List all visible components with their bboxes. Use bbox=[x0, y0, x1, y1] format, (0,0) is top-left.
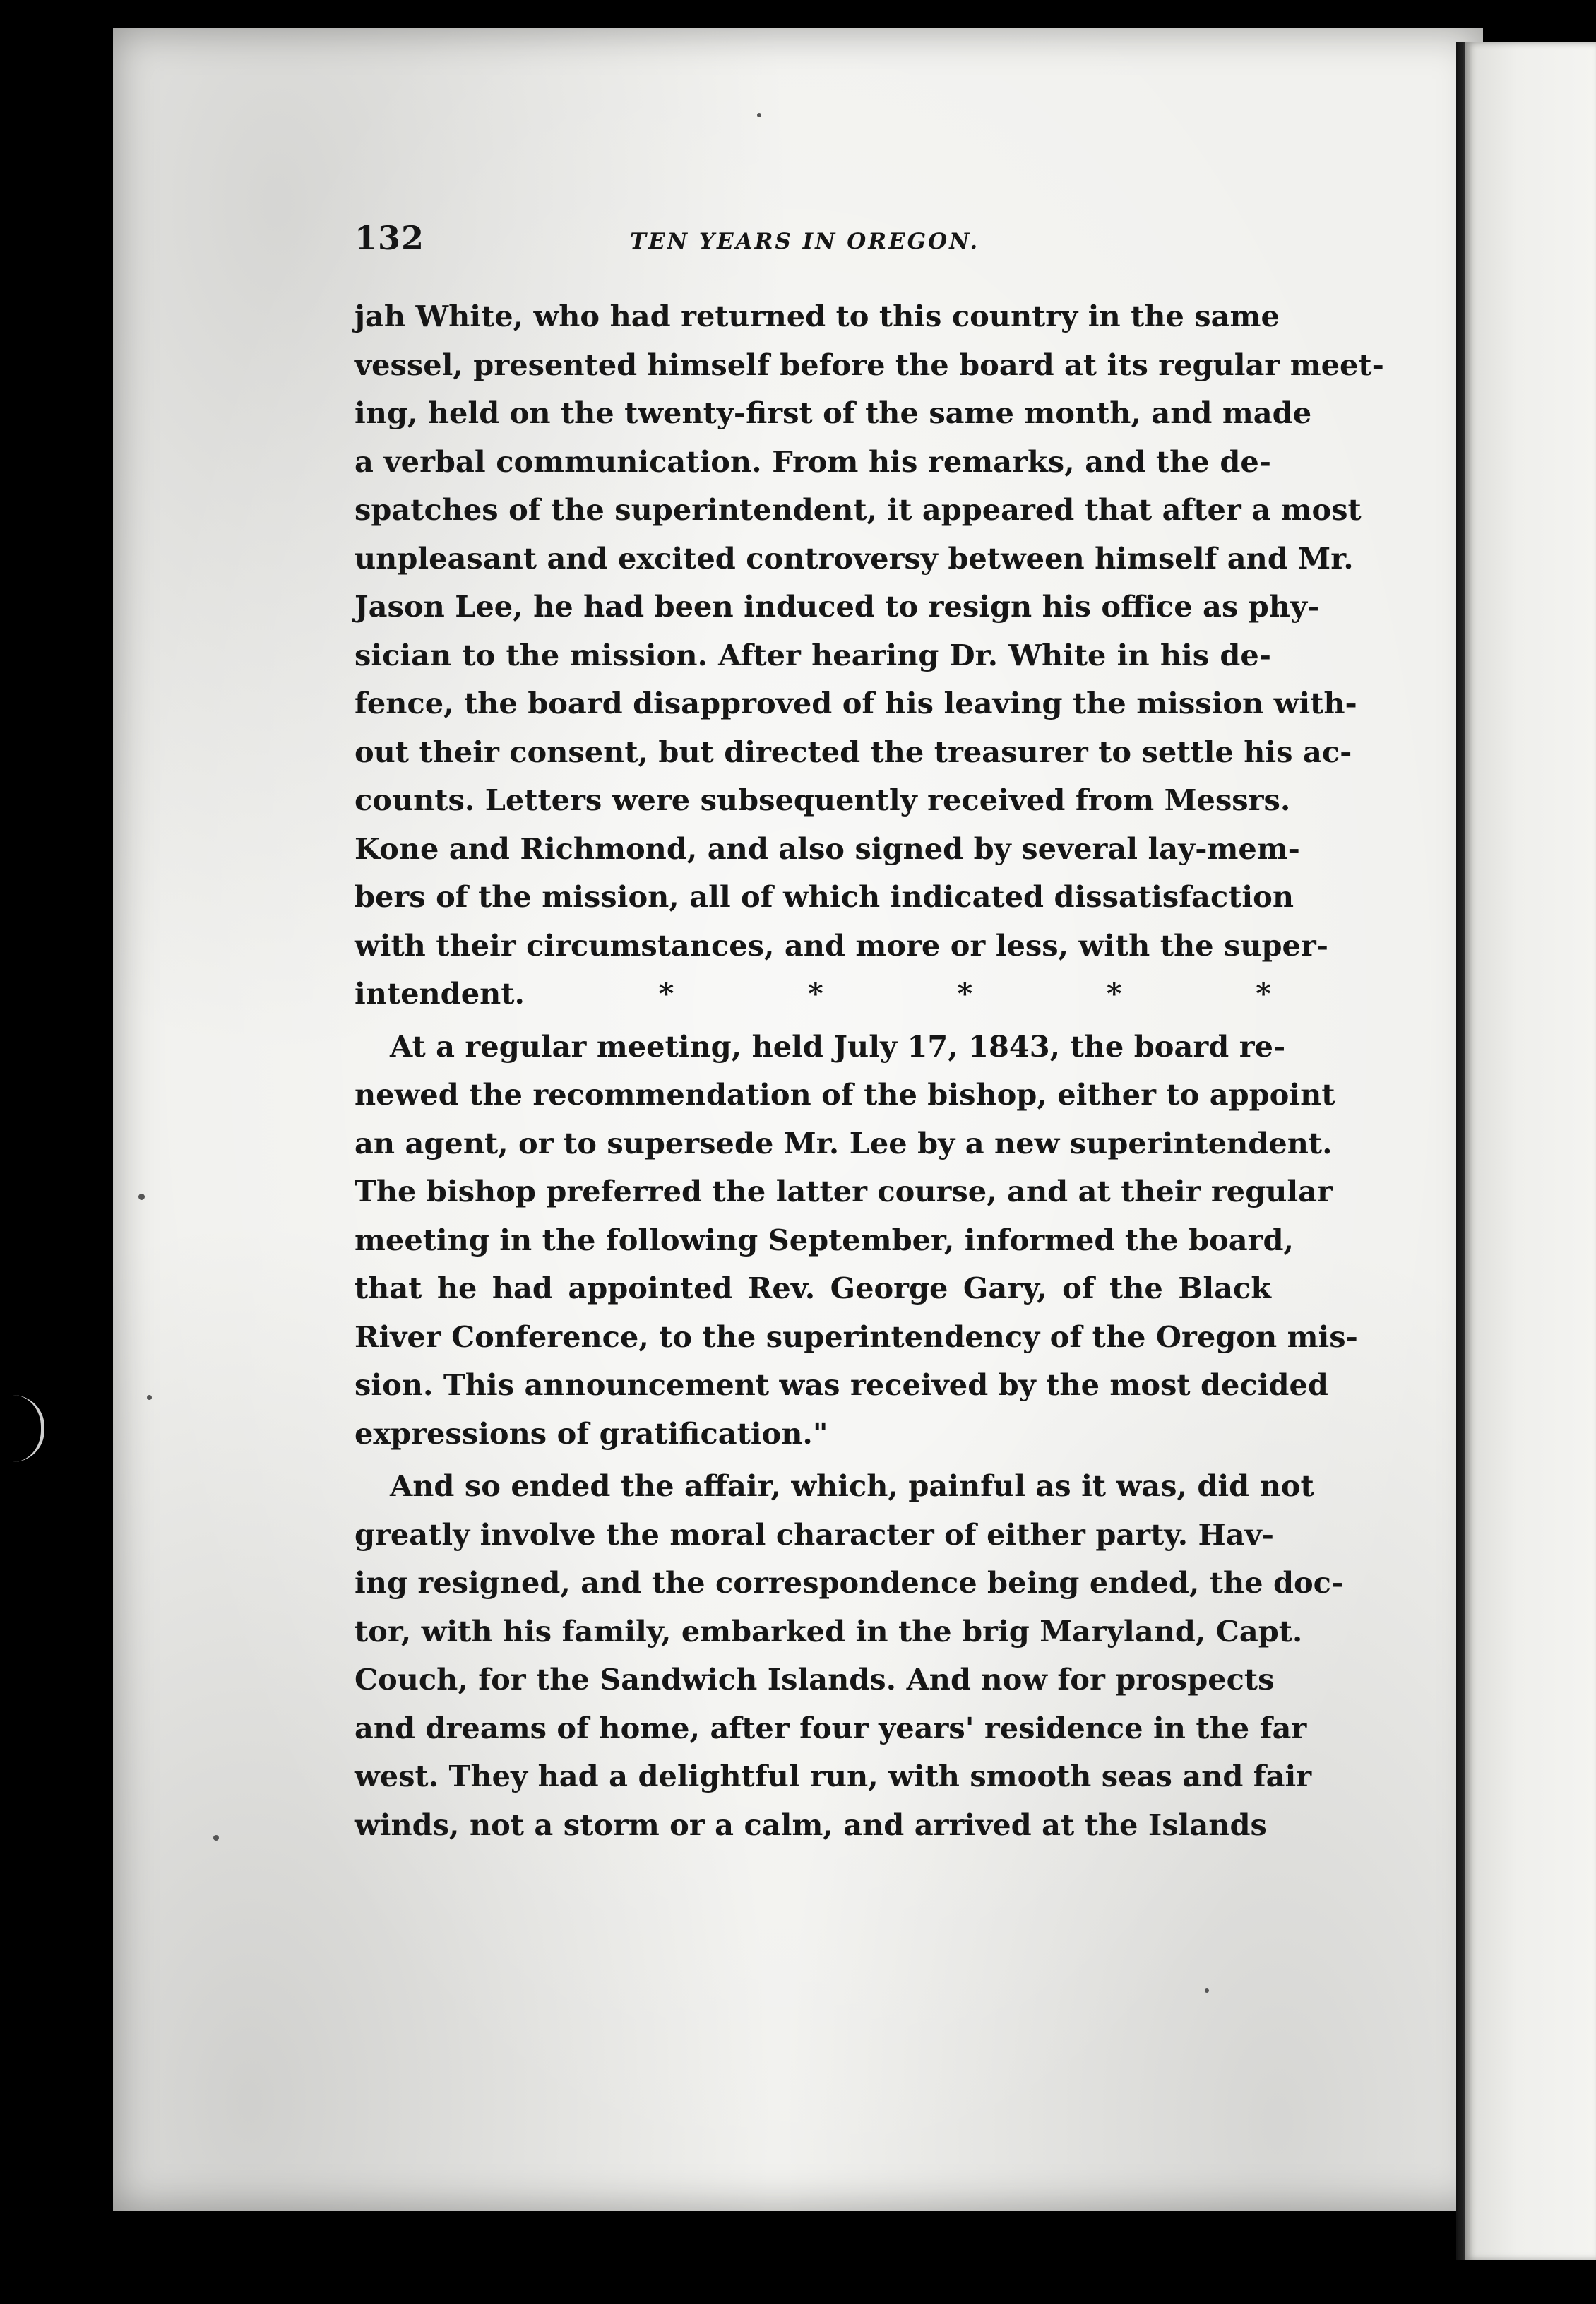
text-line: winds, not a storm or a calm, and arrived at the Islands bbox=[355, 1807, 1267, 1842]
ink-speck bbox=[213, 1835, 219, 1841]
text-line: a verbal communication. From his remarks, and the de- bbox=[355, 444, 1271, 479]
text-line: intendent. * * * * * bbox=[355, 976, 1271, 1011]
text-line: Couch, for the Sandwich Islands. And now for prospects bbox=[355, 1662, 1275, 1697]
text-line: expressions of gratification." bbox=[355, 1415, 828, 1451]
text-line: ing resigned, and the correspondence being ended, the doc- bbox=[355, 1565, 1344, 1600]
paragraph bbox=[355, 292, 1384, 1019]
ink-speck bbox=[147, 1395, 152, 1400]
text-line: sician to the mission. After hearing Dr. White in his de- bbox=[355, 637, 1271, 672]
text-line: meeting in the following September, informed the board, bbox=[355, 1222, 1294, 1257]
running-head bbox=[355, 219, 1271, 261]
text-line: bers of the mission, all of which indicated dissatisfaction bbox=[355, 879, 1294, 914]
ink-speck bbox=[1205, 1988, 1209, 1993]
text-line: jah White, who had returned to this country in the same bbox=[355, 299, 1280, 333]
paragraph bbox=[355, 1462, 1344, 1849]
text-line: The bishop preferred the latter course, and at their regular bbox=[355, 1174, 1333, 1209]
running-title: TEN YEARS IN OREGON. bbox=[630, 229, 980, 254]
text-line: with their circumstances, and more or less, with the super- bbox=[355, 927, 1329, 963]
text-line: Jason Lee, he had been induced to resign his office as phy- bbox=[355, 589, 1320, 624]
text-line: out their consent, but directed the treasurer to settle his ac- bbox=[355, 734, 1352, 769]
text-line: greatly involve the moral character of either party. Hav- bbox=[355, 1516, 1274, 1552]
text-line: spatches of the superintendent, it appeared that after a most bbox=[355, 492, 1362, 527]
text-line: counts. Letters were subsequently received from Messrs. bbox=[355, 783, 1291, 817]
text-line: west. They had a delightful run, with smooth seas and fair bbox=[355, 1759, 1312, 1793]
text-line: unpleasant and excited controversy between himself and Mr. bbox=[355, 540, 1354, 576]
text-line: Kone and Richmond, and also signed by several lay-mem- bbox=[355, 831, 1300, 866]
text-line: and dreams of home, after four years' residence in the far bbox=[355, 1710, 1307, 1745]
body-text bbox=[355, 292, 1384, 1849]
text-line: tor, with his family, embarked in the brig Maryland, Capt. bbox=[355, 1613, 1303, 1649]
text-line: ing, held on the twenty-first of the same month, and made bbox=[355, 396, 1312, 430]
text-line: River Conference, to the superintendency of the Oregon mis- bbox=[355, 1319, 1358, 1354]
text-line: And so ended the affair, which, painful as it was, did not bbox=[390, 1468, 1314, 1503]
text-line: an agent, or to supersede Mr. Lee by a new superintendent. bbox=[355, 1125, 1333, 1160]
text-line: that he had appointed Rev. George Gary, of the Black bbox=[355, 1271, 1271, 1305]
text-block bbox=[355, 219, 1384, 1849]
text-line: fence, the board disapproved of his leaving the mission with- bbox=[355, 686, 1357, 720]
page-curl-mark bbox=[13, 1395, 44, 1462]
paragraph bbox=[355, 1023, 1358, 1459]
page-number: 132 bbox=[355, 219, 425, 257]
text-line: At a regular meeting, held July 17, 1843, the board re- bbox=[390, 1028, 1286, 1064]
ink-speck bbox=[757, 113, 761, 117]
ink-speck bbox=[138, 1194, 145, 1200]
text-line: newed the recommendation of the bishop, either to appoint bbox=[355, 1077, 1335, 1112]
facing-page-edge bbox=[1465, 42, 1596, 2260]
text-line: sion. This announcement was received by the most decided bbox=[355, 1367, 1328, 1402]
text-line: vessel, presented himself before the board at its regular meet- bbox=[355, 347, 1384, 382]
